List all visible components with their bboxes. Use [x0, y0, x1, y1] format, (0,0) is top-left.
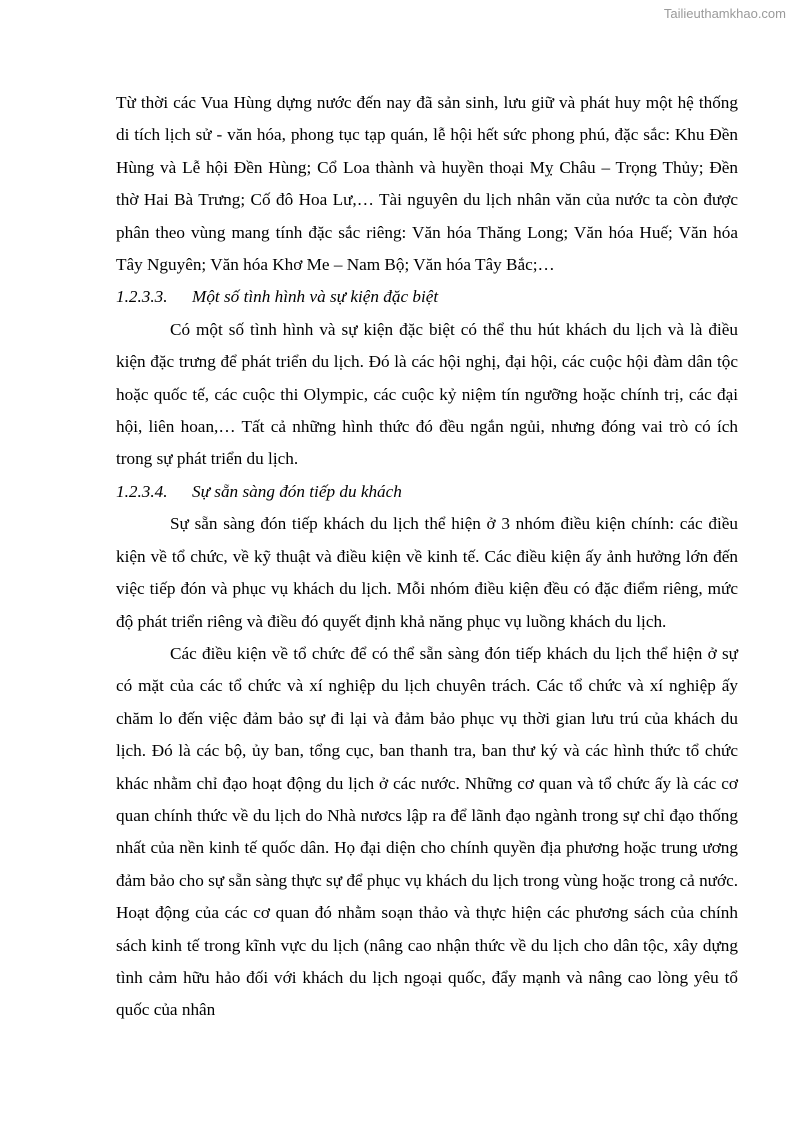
section-heading-1-2-3-3 — [116, 281, 738, 313]
section-heading-1-2-3-4 — [116, 476, 738, 508]
intro-paragraph: Từ thời các Vua Hùng dựng nước đến nay đã sản sinh, lưu giữ và phát huy một hệ thống di tích lịch sử - văn hóa, phong tục tạp quán, lễ hội hết sức phong phú, đặc sắc: Khu Đền Hùng và Lễ hội Đền Hùng; Cổ Loa thành và huyền thoại Mỵ Châu – Trọng Thủy; Đền thờ Hai Bà Trưng; Cố đô Hoa Lư,… Tài nguyên du lịch nhân văn của nước ta còn được phân theo vùng mang tính đặc sắc riêng: Văn hóa Thăng Long; Văn hóa Huế; Văn hóa Tây Nguyên; Văn hóa Khơ Me – Nam Bộ; Văn hóa Tây Bắc;… — [116, 93, 738, 275]
section-1-paragraph: Có một số tình hình và sự kiện đặc biệt có thể thu hút khách du lịch và là điều kiện đặc trưng để phát triển du lịch. Đó là các hội nghị, đại hội, các cuộc hội đàm dân tộc hoặc quốc tế, các cuộc thi Olympic, các cuộc kỷ niệm tín ngưỡng hoặc chính trị, các đại hội, liên hoan,… Tất cả những hình thức đó đều ngắn ngủi, nhưng đóng vai trò có ích trong sự phát triển du lịch. — [116, 319, 738, 469]
section-number: 1.2.3.4. — [116, 481, 168, 501]
section-2-paragraph-1: Sự sẵn sàng đón tiếp khách du lịch thể hiện ở 3 nhóm điều kiện chính: các điều kiện về tổ chức, về kỹ thuật và điều kiện về kinh tế. Các điều kiện ấy ảnh hưởng lớn đến việc tiếp đón và phục vụ khách du lịch. Mỗi nhóm điều kiện đều có đặc điểm riêng, mức độ phát triển riêng và điều đó quyết định khả năng phục vụ luồng khách du lịch. — [116, 514, 738, 631]
section-number: 1.2.3.3. — [116, 287, 168, 307]
watermark-text: Tailieuthamkhao.com — [663, 6, 786, 21]
section-title: Sự sẵn sàng đón tiếp du khách — [192, 481, 402, 501]
section-title: Một số tình hình và sự kiện đặc biệt — [192, 287, 439, 307]
document-page — [116, 87, 738, 1027]
section-2-paragraph-2: Các điều kiện về tổ chức để có thể sẵn sàng đón tiếp khách du lịch thể hiện ở sự có mặt của các tổ chức và xí nghiệp du lịch chuyên trách. Các tổ chức và xí nghiệp ấy chăm lo đến việc đảm bảo sự đi lại và đảm bảo phục vụ thời gian lưu trú của khách du lịch. Đó là các bộ, ủy ban, tổng cục, ban thanh tra, ban thư ký và các hình thức tổ chức khác nhằm chỉ đạo hoạt động du lịch ở các nước. Những cơ quan và tổ chức ấy là các cơ quan chính thức về du lịch do Nhà nươcs lập ra để lãnh đạo ngành trong sự chỉ đạo thống nhất của nền kinh tế quốc dân. Họ đại diện cho chính quyền địa phương hoặc trung ương đảm bảo cho sự sẵn sàng thực sự để phục vụ khách du lịch trong vùng hoặc trong cả nước. Hoạt động của các cơ quan đó nhằm soạn thảo và thực hiện các phương sách của chính sách kinh tế trong kĩnh vực du lịch (nâng cao nhận thức về du lịch cho dân tộc, xây dựng tình cảm hữu hảo đối với khách du lịch ngoại quốc, đẩy mạnh và nâng cao lòng yêu tổ quốc của nhân — [116, 643, 738, 1020]
